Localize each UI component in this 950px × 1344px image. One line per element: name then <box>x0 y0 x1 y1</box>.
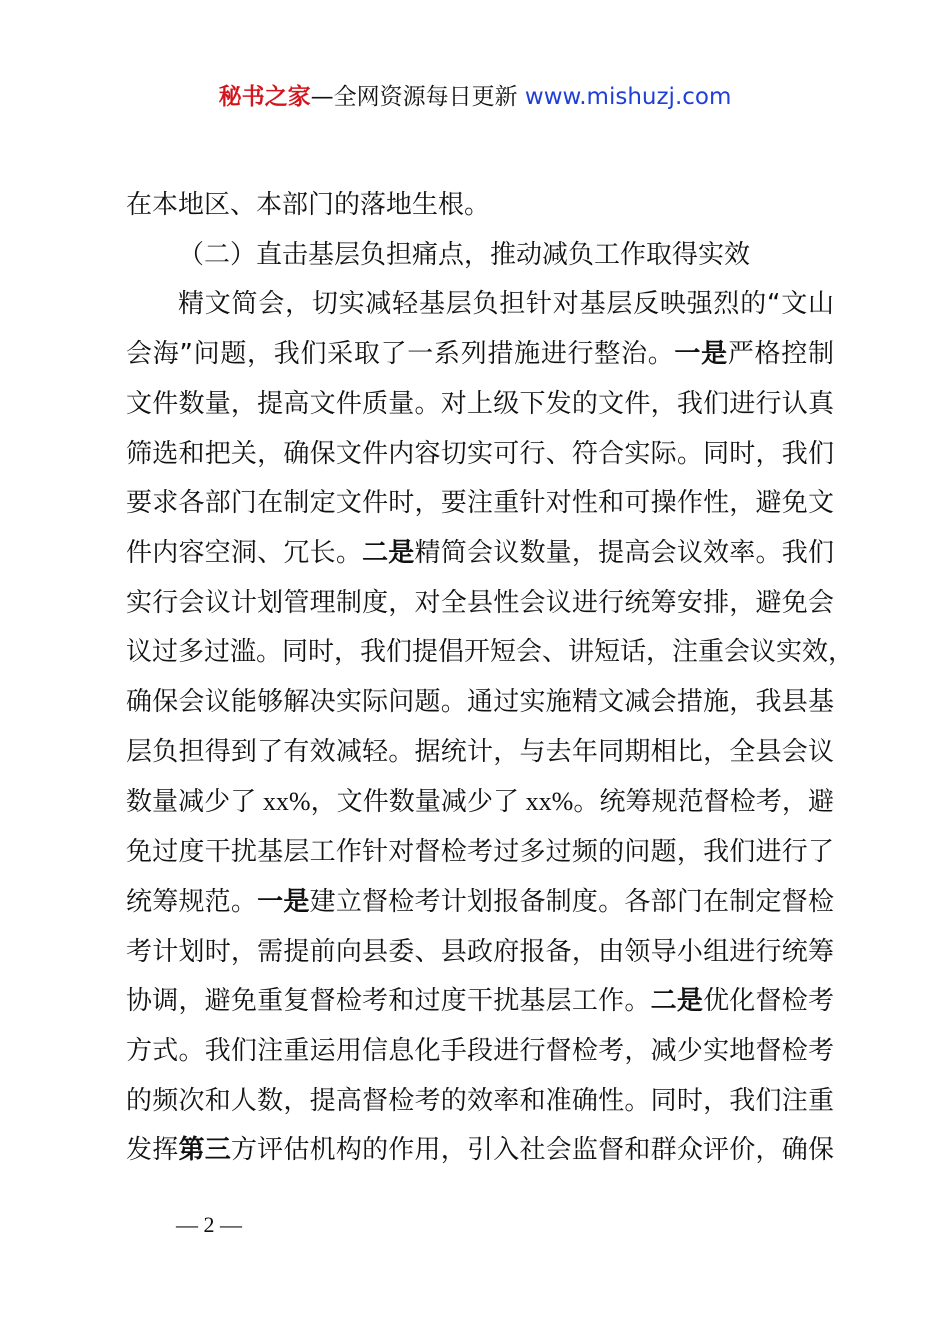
text-run: ，文件数量减少了 <box>310 787 520 818</box>
bold-marker: 二是 <box>650 986 704 1017</box>
text-line: 议过多过滥。同时，我们提倡开短会、讲短话，注重会议实效， <box>126 637 855 668</box>
text-line: 要求各部门在制定文件时，要注重针对性和可操作性，避免文 <box>126 488 834 519</box>
text-line: 筛选和把关，确保文件内容切实可行、符合实际。同时，我们 <box>126 438 834 469</box>
text-run: 。统筹规范督检考，避 <box>573 787 834 818</box>
text-run: 会海”问题，我们采取了一系列措施进行整治。 <box>126 339 675 370</box>
percentage-value: xx% <box>519 787 574 817</box>
text-run: 优化督检考 <box>703 986 834 1017</box>
page-number: — 2 — <box>176 1212 242 1237</box>
text-line: 文件数量，提高文件质量。对上级下发的文件，我们进行认真 <box>126 388 834 419</box>
section-heading: （二）直击基层负担痛点，推动减负工作取得实效 <box>178 239 751 270</box>
document-body <box>126 181 855 1176</box>
bold-marker: 第三 <box>178 1135 231 1166</box>
text-line <box>126 878 834 928</box>
text-run: 统筹规范。 <box>126 886 258 917</box>
text-run: 方评估机构的作用，引入社会监督和群众评价，确保 <box>230 1135 834 1166</box>
text-line <box>126 777 834 828</box>
text-line: 考计划时，需提前向县委、县政府报备，由领导小组进行统筹 <box>126 936 834 967</box>
text-line <box>126 977 834 1027</box>
text-run: 精简会议数量，提高会议效率。我们 <box>414 537 834 568</box>
text-run: 协调，避免重复督检考和过度干扰基层工作。 <box>126 986 651 1017</box>
text-line <box>126 330 834 380</box>
text-run: 建立督检考计划报备制度。各部门在制定督检 <box>309 886 834 917</box>
text-line <box>126 1126 834 1176</box>
text-line: 方式。我们注重运用信息化手段进行督检考，减少实地督检考 <box>126 1035 834 1066</box>
text-line: 确保会议能够解决实际问题。通过实施精文减会措施，我县基 <box>126 687 834 718</box>
site-url-link[interactable]: www.mishuzj.com <box>524 84 732 110</box>
text-run: 件内容空洞、冗长。 <box>126 537 363 568</box>
text-line: 在本地区、本部门的落地生根。 <box>126 190 491 220</box>
bold-marker: 一是 <box>674 339 728 370</box>
text-line <box>126 529 834 579</box>
percentage-value: xx% <box>256 787 311 817</box>
bold-marker: 一是 <box>257 886 310 917</box>
text-run: 发挥 <box>126 1135 179 1166</box>
text-line: 精文简会，切实减轻基层负担针对基层反映强烈的“文山 <box>178 289 834 320</box>
site-banner <box>0 80 950 114</box>
text-line: 实行会议计划管理制度，对全县性会议进行统筹安排，避免会 <box>126 587 834 618</box>
text-line: 的频次和人数，提高督检考的效率和准确性。同时，我们注重 <box>126 1085 834 1116</box>
text-run: 严格控制 <box>727 339 834 370</box>
brand-tagline: —全网资源每日更新 <box>310 84 525 110</box>
text-run: 数量减少了 <box>126 787 257 818</box>
bold-marker: 二是 <box>362 537 415 568</box>
brand-name: 秘书之家 <box>218 84 311 110</box>
text-line: 免过度干扰基层工作针对督检考过多过频的问题，我们进行了 <box>126 837 834 868</box>
text-line: 层负担得到了有效减轻。据统计，与去年同期相比，全县会议 <box>126 736 834 767</box>
